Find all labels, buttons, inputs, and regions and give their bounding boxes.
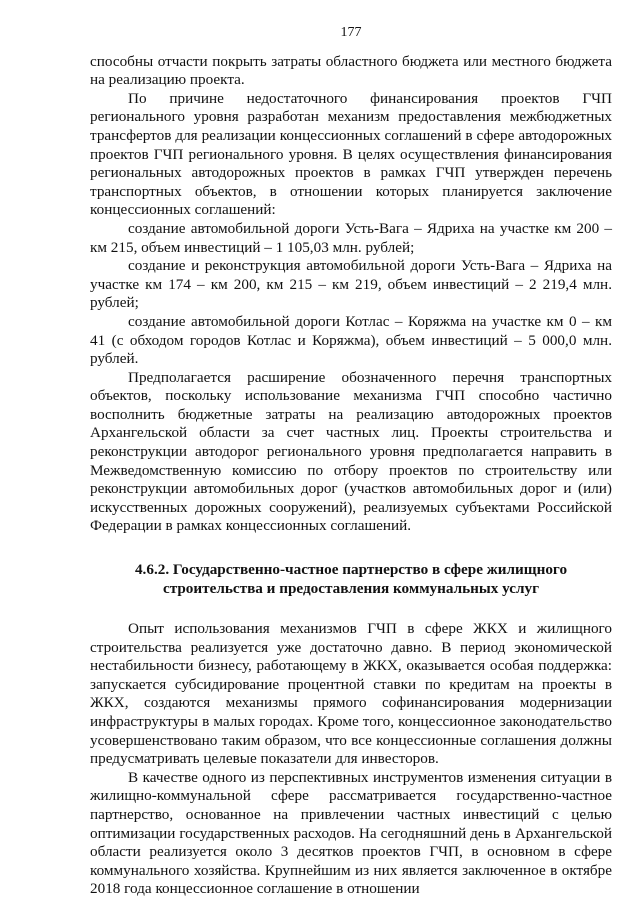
list-item: создание автомобильной дороги Усть-Вага – Ядриха на участке км 200 – км 215, объем инвестиций – 1 105,03 млн. рублей; (90, 219, 612, 256)
paragraph: В качестве одного из перспективных инструментов изменения ситуации в жилищно-коммунальной сфере рассматривается государственно-частное партнерство, основанное на привлечении частных инвестиций с целью оптимизации государственных расходов. На сегодняшний день в Архангельской области реализуется около 3 десятков проектов ГЧП, в основном в сфере коммунального хозяйства. Крупнейшим из них является заключенное в октябре 2018 года концессионное соглашение в отношении (90, 768, 612, 898)
section-heading: 4.6.2. Государственно-частное партнерство в сфере жилищного строительства и предоставления коммунальных услуг (134, 561, 568, 598)
document-page (90, 24, 612, 899)
paragraph: способны отчасти покрыть затраты областного бюджета или местного бюджета на реализацию проекта. (90, 52, 612, 89)
page-number: 177 (340, 25, 362, 40)
list-item: создание автомобильной дороги Котлас – Коряжма на участке км 0 – км 41 (с обходом городов Котлас и Коряжма), объем инвестиций – 5 000,0 млн. рублей. (90, 312, 612, 368)
paragraph: Опыт использования механизмов ГЧП в сфере ЖКХ и жилищного строительства реализуется уже достаточно давно. В период экономической нестабильности бизнесу, работающему в ЖКХ, оказывается особая поддержка: запускается субсидирование процентной ставки по кредитам на проекты в ЖКХ, создаются механизмы прямого софинансирования модернизации инфраструктуры в малых городах. Кроме того, концессионное законодательство усовершенствовано таким образом, что все концессионные соглашения должны предусматривать целевые показатели для инвесторов. (90, 620, 612, 768)
paragraph: Предполагается расширение обозначенного перечня транспортных объектов, поскольку использование механизма ГЧП способно частично восполнить бюджетные затраты на реализацию автодорожных проектов Архангельской области за счет частных лиц. Проекты строительства и реконструкции автодорог регионального уровня предполагается направить в Межведомственную комиссию по отбору проектов по строительству или реконструкции автомобильных дорог (участков автомобильных дорог и (или) искусственных дорожных сооружений), реализуемых субъектами Российской Федерации в рамках концессионных соглашений. (90, 368, 612, 535)
list-item: создание и реконструкция автомобильной дороги Усть-Вага – Ядриха на участке км 174 – км 200, км 215 – км 219, объем инвестиций – 2 219,4 млн. рублей; (90, 257, 612, 312)
paragraph: По причине недостаточного финансирования проектов ГЧП регионального уровня разработан механизм предоставления межбюджетных трансфертов для реализации концессионных соглашений в сфере автодорожных проектов ГЧП регионального уровня. В целях осуществления финансирования региональных автодорожных проектов в рамках ГЧП утвержден перечень транспортных объектов, в отношении которых планируется заключение концессионных соглашений: (90, 89, 612, 219)
